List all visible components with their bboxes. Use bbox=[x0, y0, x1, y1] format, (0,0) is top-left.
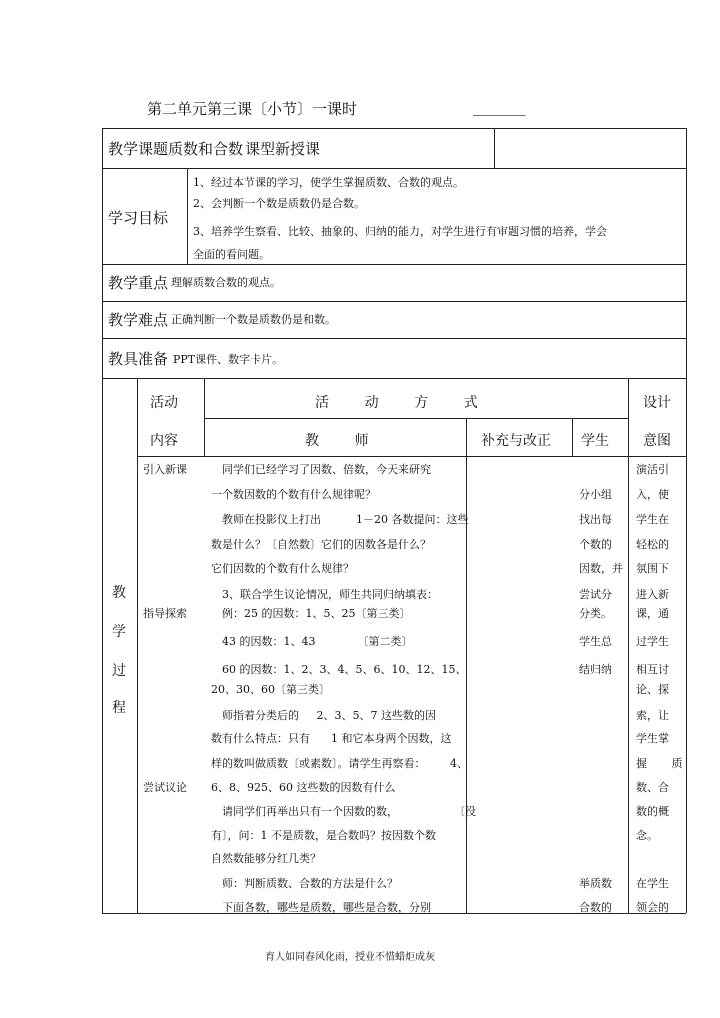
focus-label: 教学重点 bbox=[108, 274, 169, 292]
student-line: 找出每 bbox=[579, 513, 612, 526]
student-line: 学生总 bbox=[579, 635, 612, 648]
design-line: 学生掌 bbox=[636, 732, 669, 745]
teacher-line: 教师在投影仪上打出 1－20 各数提问：这些 bbox=[222, 513, 469, 526]
header-teacher: 教 师 bbox=[305, 433, 369, 449]
activity-item: 指导探索 bbox=[143, 607, 187, 620]
teacher-line: 43 的因数：1、43 〔第二类〕 bbox=[222, 635, 413, 648]
teacher-line: 20、30、60〔第三类〕 bbox=[211, 683, 330, 696]
design-line: 进入新 bbox=[636, 588, 669, 601]
teacher-line: 一个数因数的个数有什么规律呢？ bbox=[211, 488, 376, 501]
design-line: 相互讨 bbox=[636, 663, 669, 676]
row-divider bbox=[102, 168, 686, 169]
difficulty-value: 正确判断一个数是质数仍是和数。 bbox=[171, 313, 336, 326]
lesson-title: 第二单元第三课〔小节〕一课时 bbox=[147, 100, 358, 118]
design-line: 入，使 bbox=[636, 488, 669, 501]
row-divider bbox=[102, 378, 686, 379]
goals-label: 学习目标 bbox=[108, 209, 169, 227]
teacher-line: 3、联合学生议论情况，师生共同归纳填表： bbox=[222, 588, 438, 601]
student-line: 因数，并 bbox=[579, 562, 623, 575]
student-divider bbox=[572, 418, 573, 456]
teacher-line: 例：25 的因数：1、5、25〔第三类〕 bbox=[222, 607, 411, 620]
design-line: 索，让 bbox=[636, 709, 669, 722]
goal-item: 2、会判断一个数是质数仍是合数。 bbox=[193, 197, 365, 210]
difficulty-label: 教学难点 bbox=[108, 311, 169, 329]
design-line: 氛围下 bbox=[636, 562, 669, 575]
teacher-line: 有〕，问：1 不是质数，是合数吗？按因数个数 bbox=[211, 829, 436, 842]
design-line: 握 质 bbox=[636, 757, 683, 770]
teacher-line: 请同学们再举出只有一个因数的数， 〔没 bbox=[222, 805, 476, 818]
teacher-line: 样的数叫做质数〔或素数〕。请学生再察看： 4、 bbox=[211, 757, 468, 770]
topic-divider bbox=[494, 128, 495, 168]
row-divider bbox=[102, 264, 686, 265]
topic-value: 质数和合数 bbox=[168, 140, 244, 158]
header-content: 内容 bbox=[150, 433, 178, 449]
header-supplement: 补充与改正 bbox=[481, 433, 551, 449]
design-line: 念。 bbox=[636, 829, 658, 842]
student-line: 尝试分 bbox=[579, 588, 612, 601]
row-divider bbox=[102, 338, 686, 339]
teacher-line: 师：判断质数、合数的方法是什么？ bbox=[222, 877, 398, 890]
design-line: 数的概 bbox=[636, 805, 669, 818]
student-line: 合数的 bbox=[579, 901, 612, 914]
topic-label: 教学课题 bbox=[108, 140, 169, 158]
header-bottom bbox=[137, 456, 686, 457]
title-blank: _______ bbox=[473, 98, 526, 116]
header-activity: 活动 bbox=[150, 395, 178, 411]
tools-value: PPT课件、数字卡片。 bbox=[173, 353, 284, 366]
row-divider bbox=[102, 301, 686, 302]
process-side-divider bbox=[137, 378, 138, 913]
table-border-top bbox=[102, 128, 686, 129]
focus-value: 理解质数合数的观点。 bbox=[171, 276, 281, 289]
type-label: 课型 bbox=[245, 140, 276, 158]
process-side-label: 学 bbox=[112, 624, 126, 640]
teacher-line: 它们因数的个数有什么规律？ bbox=[211, 562, 354, 575]
activity-item: 引入新课 bbox=[143, 463, 187, 476]
goal-item: 全面的看问题。 bbox=[193, 248, 270, 261]
design-line: 课，通 bbox=[636, 607, 669, 620]
table-border-right bbox=[686, 128, 687, 913]
design-line: 过学生 bbox=[636, 635, 669, 648]
teacher-line: 师指着分类后的 2、3、5、7 这些数的因 bbox=[222, 709, 436, 722]
goal-item: 1、经过本节课的学习，使学生掌握质数、合数的观点。 bbox=[193, 176, 464, 189]
process-side-label: 教 bbox=[112, 585, 126, 601]
page-footer: 育人如同春风化雨，授业不惜蜡炬成灰 bbox=[265, 952, 435, 963]
teacher-line: 下面各数，哪些是质数，哪些是合数，分别 bbox=[222, 901, 431, 914]
design-line: 轻松的 bbox=[636, 538, 669, 551]
student-line: 举质数 bbox=[579, 877, 612, 890]
design-line: 学生在 bbox=[636, 513, 669, 526]
design-line: 论、探 bbox=[636, 683, 669, 696]
teacher-line: 自然数能够分红几类？ bbox=[211, 852, 321, 865]
design-line: 领会的 bbox=[636, 901, 669, 914]
goals-divider bbox=[187, 168, 188, 264]
table-border-left bbox=[102, 128, 103, 913]
teacher-line: 6、8、925、60 这些数的因数有什么 bbox=[211, 781, 396, 794]
teacher-line: 同学们已经学习了因数、倍数，今天来研究 bbox=[222, 463, 431, 476]
header-divider bbox=[204, 418, 628, 419]
activity-divider bbox=[204, 378, 205, 456]
design-divider bbox=[628, 378, 629, 913]
header-method: 活 动 方 式 bbox=[315, 395, 478, 411]
tools-label: 教具准备 bbox=[108, 350, 169, 368]
teacher-line: 数是什么？〔自然数〕它们的因数各是什么？ bbox=[211, 538, 431, 551]
activity-item: 尝试议论 bbox=[143, 781, 187, 794]
student-line: 分类。 bbox=[579, 607, 612, 620]
process-side-label: 过 bbox=[112, 663, 126, 679]
design-line: 演活引 bbox=[636, 463, 669, 476]
type-value: 新授课 bbox=[275, 140, 321, 158]
header-student: 学生 bbox=[581, 433, 609, 449]
design-line: 在学生 bbox=[636, 877, 669, 890]
process-side-label: 程 bbox=[112, 700, 126, 716]
header-intent: 意图 bbox=[643, 433, 671, 449]
student-line: 分小组 bbox=[579, 488, 612, 501]
goal-item: 3、培养学生察看、比较、抽象的、归纳的能力，对学生进行有审题习惯的培养，学会 bbox=[193, 225, 607, 238]
teacher-line: 数有什么特点：只有 1 和它本身两个因数，这 bbox=[211, 732, 452, 745]
student-line: 结归纳 bbox=[579, 663, 612, 676]
student-line: 个数的 bbox=[579, 538, 612, 551]
design-line: 数、合 bbox=[636, 781, 669, 794]
header-design: 设计 bbox=[643, 395, 671, 411]
teacher-line: 60 的因数：1、2、3、4、5、6、10、12、15、 bbox=[222, 663, 467, 676]
